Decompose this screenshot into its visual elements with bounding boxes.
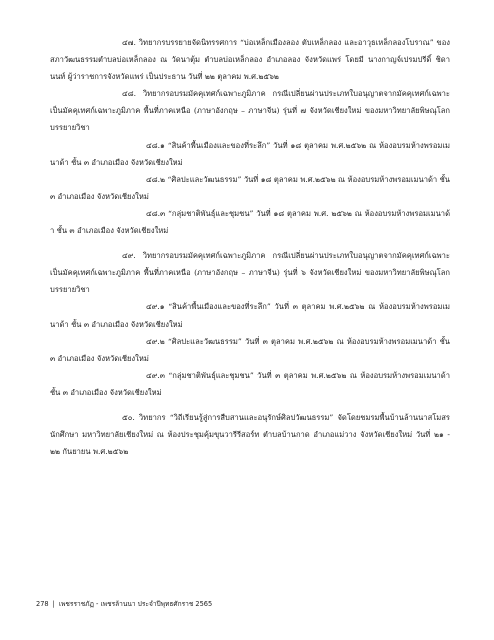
page-number: 278	[36, 600, 49, 608]
paragraph-49-1: ๔๙.๑ “สินค้าพื้นเมืองและของที่ระลึก” วันที่ ๓ ตุลาคม พ.ศ.๒๕๖๒ ณ ห้องอบรมห้างพรอมเมนาด้า ชั้น ๓ อำเภอเมือง จังหวัดเชียงใหม่	[50, 302, 450, 329]
paragraph-50: ๕๐. วิทยากร “วิถีเรียนรู้สู่การสืบสานและอนุรักษ์ศิลปวัฒนธรรม” จัดโดยชมรมพื้นบ้านล้านนาสโมสรนักศึกษา มหาวิทยาลัยเชียงใหม่ ณ ห้องประชุมคุ้มขุนวารีรีสอร์ท ตำบลบ้านกาด อำเภอแม่วาง จังหวัดเชียงใหม่ วันที่ ๒๑ - ๒๒ กันยายน พ.ศ.๒๕๖๒	[50, 412, 450, 457]
paragraph-49-3: ๔๙.๓ “กลุ่มชาติพันธุ์และชุมชน” วันที่ ๓ ตุลาคม พ.ศ.๒๕๖๒ ณ ห้องอบรมห้างพรอมเมนาด้า ชั้น ๓ อำเภอเมือง จังหวัดเชียงใหม่	[50, 370, 450, 397]
paragraph-47: ๔๗. วิทยากรบรรยายจัดนิทรรศการ “บ่อเหล็กเมืองลอง ตับเหล็กลอง และอาวุธเหล็กลองโบราณ” ของสภาวัฒนธรรมตำบลบ่อเหล็กลอง ณ วัดนาตุ้ม ตำบลบ่อเหล็กลอง อำเภอลอง จังหวัดแพร่ โดยมี นางกาญจ์เปรมปรีดิ์ ชิดานนท์ ผู้ว่าราชการจังหวัดแพร่ เป็นประธาน วันที่ ๒๒ ตุลาคม พ.ศ.๒๕๖๒	[50, 38, 450, 82]
page-footer	[36, 598, 212, 609]
paragraph-48-3: ๔๘.๓ “กลุ่มชาติพันธุ์และชุมชน” วันที่ ๑๘ ตุลาคม พ.ศ. ๒๕๖๒ ณ ห้องอบรมห้างพรอมเมนาด้า ชั้น ๓ อำเภอเมือง จังหวัดเชียงใหม่	[50, 208, 450, 236]
paragraph-48-2: ๔๘.๒ “ศิลปะและวัฒนธรรม” วันที่ ๑๘ ตุลาคม พ.ศ.๒๕๖๒ ณ ห้องอบรมห้างพรอมเมนาด้า ชั้น ๓ อำเภอเมือง จังหวัดเชียงใหม่	[50, 174, 450, 201]
paragraph-48: ๔๘. วิทยากรอบรมมัคคุเทศก์เฉพาะภูมิภาค กรณีเปลี่ยนผ่านประเภทใบอนุญาตจากมัคคุเทศก์เฉพาะเป็นมัคคุเทศก์เฉพาะภูมิภาค พื้นที่ภาคเหนือ (ภาษาอังกฤษ – ภาษาจีน) รุ่นที่ ๗ จังหวัดเชียงใหม่ ของมหาวิทยาลัยพิษณุโลก บรรยายวิชา	[50, 89, 450, 133]
footer-title: เพชรราชภัฏ - เพชรล้านนา ประจำปีพุทธศักราช 2565	[58, 600, 213, 608]
paragraph-48-1: ๔๘.๑ “สินค้าพื้นเมืองและของที่ระลึก” วันที่ ๑๘ ตุลาคม พ.ศ.๒๕๖๒ ณ ห้องอบรมห้างพรอมเมนาด้า ชั้น ๓ อำเภอเมือง จังหวัดเชียงใหม่	[50, 140, 450, 167]
footer-separator: |	[52, 600, 55, 608]
paragraph-49-2: ๔๙.๒ “ศิลปะและวัฒนธรรม” วันที่ ๓ ตุลาคม พ.ศ.๒๕๖๒ ณ ห้องอบรมห้างพรอมเมนาด้า ชั้น ๓ อำเภอเมือง จังหวัดเชียงใหม่	[50, 336, 450, 363]
paragraph-49: ๔๙. วิทยากรอบรมมัคคุเทศก์เฉพาะภูมิภาค กรณีเปลี่ยนผ่านประเภทใบอนุญาตจากมัคคุเทศก์เฉพาะเป็นมัคคุเทศก์เฉพาะภูมิภาค พื้นที่ภาคเหนือ (ภาษาอังกฤษ – ภาษาจีน) รุ่นที่ ๖ จังหวัดเชียงใหม่ ของมหาวิทยาลัยพิษณุโลก บรรยายวิชา	[50, 251, 450, 295]
body-text	[50, 34, 450, 460]
